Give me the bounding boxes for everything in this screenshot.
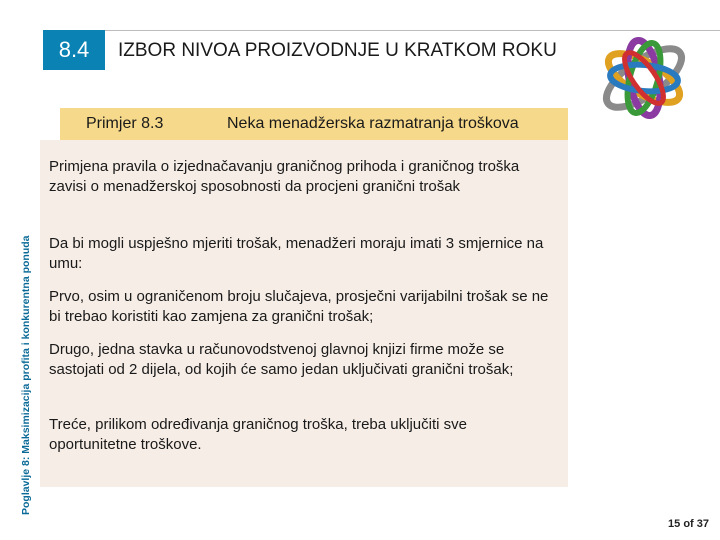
interlocked-rings-logo-icon [588,26,704,130]
paragraph: Primjena pravila o izjednačavanju graničnog prihoda i graničnog troška zavisi o menadžerskoj sposobnosti da procjeni granični trošak [49,158,520,195]
paragraph: Treće, prilikom određivanja graničnog troška, treba uključiti sve oportunitetne troškove. [49,416,467,453]
example-title: Neka menadžerska razmatranja troškova [227,115,519,132]
page-number [668,518,709,530]
page-of-label: of [683,518,694,530]
paragraph: Drugo, jedna stavka u računovodstvenoj glavnoj knjizi firme može se sastojati od 2 dijela, od kojih će samo jedan uključivati granični trošak; [49,341,514,378]
example-label: Primjer 8.3 [86,115,164,132]
page-total: 37 [696,518,710,530]
section-number-box [43,30,105,70]
section-title: IZBOR NIVOA PROIZVODNJE U KRATKOM ROKU [118,40,557,61]
paragraph: Prvo, osim u ograničenom broju slučajeva, prosječni varijabilni trošak se ne bi trebao koristiti kao zamjena za granični trošak; [49,288,549,325]
page-current: 15 [668,518,681,530]
chapter-side-label: Poglavlje 8: Maksimizacija profita i konkurentna ponuda [20,235,32,515]
section-number: 8.4 [58,37,90,62]
paragraph: Da bi mogli uspješno mjeriti trošak, menadžeri moraju imati 3 smjernice na umu: [49,235,544,272]
